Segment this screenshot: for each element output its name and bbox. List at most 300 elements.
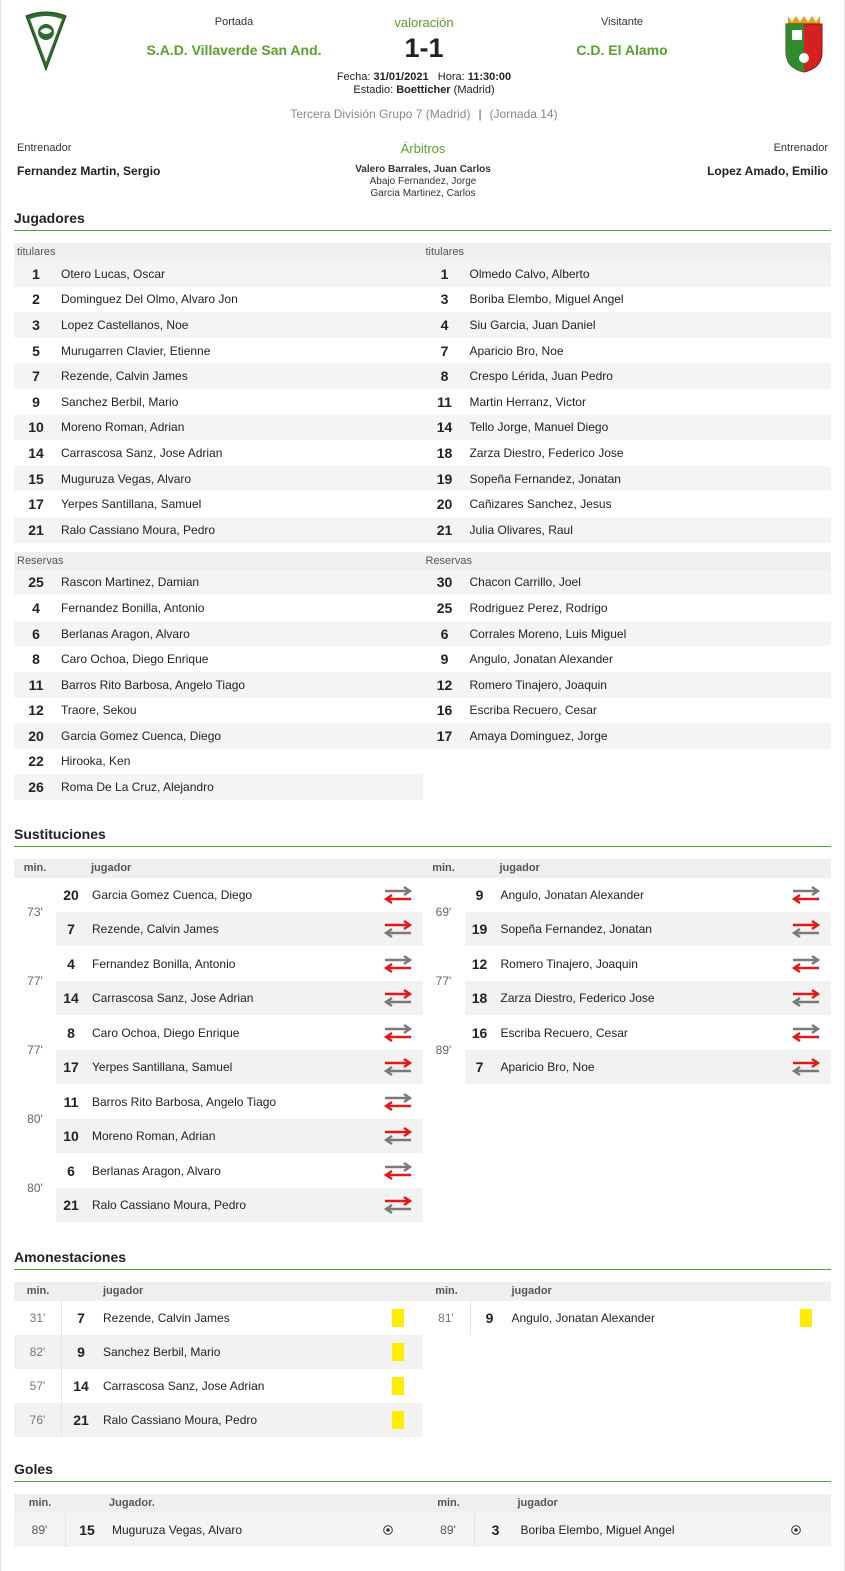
stadium-label: Estadio: <box>353 84 394 96</box>
cards-section-title: Amonestaciones <box>14 1243 831 1270</box>
player-name[interactable]: Murugarren Clavier, Etienne <box>61 343 211 358</box>
yellow-card-icon <box>392 1343 404 1361</box>
player-name[interactable]: Garcia Gomez Cuenca, Diego <box>61 728 222 743</box>
home-team-crest-icon[interactable] <box>24 10 68 72</box>
player-name[interactable]: Sopeña Fernandez, Jonatan <box>469 471 621 486</box>
player-name[interactable]: Hirooka, Ken <box>61 754 131 769</box>
card-row[interactable] <box>423 1301 832 1335</box>
referees-label: Árbitros <box>400 141 446 156</box>
player-row[interactable] <box>14 774 423 800</box>
player-name[interactable]: Carrascosa Sanz, Jose Adrian <box>92 990 254 1005</box>
player-row[interactable] <box>423 517 832 543</box>
player-name[interactable]: Boriba Elembo, Miguel Angel <box>469 292 624 307</box>
player-number: 7 <box>77 1309 85 1326</box>
player-number: 10 <box>28 419 44 436</box>
competition-link[interactable]: Tercera División Grupo 7 (Madrid) <box>290 107 471 121</box>
sub-row-in[interactable] <box>56 878 423 912</box>
sub-row-in[interactable] <box>465 878 832 912</box>
subs-block <box>14 859 831 1223</box>
player-row[interactable] <box>14 621 423 647</box>
sub-row-out[interactable] <box>56 981 423 1015</box>
player-row[interactable] <box>14 491 423 517</box>
player-name[interactable]: Angulo, Jonatan Alexander <box>469 652 613 667</box>
substitution-in-icon <box>383 1092 413 1112</box>
player-name[interactable]: Olmedo Calvo, Alberto <box>469 266 590 281</box>
player-row[interactable] <box>423 415 832 441</box>
player-row[interactable] <box>14 749 423 775</box>
sub-rows <box>56 947 423 1015</box>
substitution-out-icon <box>383 1126 413 1146</box>
player-name[interactable]: Boriba Elembo, Miguel Angel <box>520 1522 675 1537</box>
player-row[interactable] <box>423 723 832 749</box>
card-minute: 81' <box>423 1301 471 1335</box>
home-coach-name[interactable]: Fernandez Martin, Sergio <box>17 164 161 178</box>
player-number: 6 <box>32 625 40 642</box>
substitution-in-icon <box>383 1161 413 1181</box>
match-score: 1-1 <box>404 33 444 63</box>
player-number: 14 <box>436 419 453 436</box>
player-number: 17 <box>436 727 453 744</box>
player-name[interactable]: Yerpes Santillana, Samuel <box>92 1059 233 1074</box>
player-number: 1 <box>32 265 40 282</box>
away-cards <box>423 1282 832 1437</box>
player-number: 2 <box>32 291 40 308</box>
sub-rows <box>465 878 832 946</box>
away-reserves <box>423 552 832 800</box>
player-row[interactable] <box>423 389 832 415</box>
sub-arrows <box>781 918 831 940</box>
player-name[interactable]: Rezende, Calvin James <box>61 369 188 384</box>
player-number: 26 <box>28 779 44 796</box>
sub-row-out[interactable] <box>465 912 832 946</box>
cards-header <box>423 1282 832 1301</box>
sub-arrows <box>373 1091 423 1113</box>
player-name[interactable]: Roma De La Cruz, Alejandro <box>61 780 214 795</box>
player-name[interactable]: Yerpes Santillana, Samuel <box>61 497 202 512</box>
player-row[interactable] <box>423 491 832 517</box>
away-subs <box>423 859 832 1223</box>
card-minute: 82' <box>14 1335 62 1369</box>
sub-rows <box>56 1154 423 1222</box>
away-subs-list <box>423 878 832 1085</box>
player-column-header: jugador <box>511 1284 552 1297</box>
sub-row-in[interactable] <box>465 947 832 981</box>
substitution-out-icon <box>791 919 821 939</box>
sub-minute: 77' <box>14 1016 56 1084</box>
player-number: 14 <box>73 1377 89 1394</box>
player-name[interactable]: Tello Jorge, Manuel Diego <box>469 420 609 435</box>
staff-block <box>14 128 831 204</box>
home-subs-list <box>14 878 423 1223</box>
home-goals <box>14 1494 423 1547</box>
player-row[interactable] <box>14 723 423 749</box>
player-name[interactable]: Sanchez Berbil, Mario <box>103 1344 221 1359</box>
substitution-out-icon <box>383 1195 413 1215</box>
cards-header <box>14 1282 423 1301</box>
sub-row-out[interactable] <box>56 1050 423 1084</box>
home-starters-list <box>14 261 423 543</box>
player-row[interactable] <box>14 698 423 724</box>
player-number: 15 <box>28 470 44 487</box>
referee-main: Valero Barrales, Juan Carlos <box>355 164 491 175</box>
sub-row-in[interactable] <box>56 1085 423 1119</box>
player-name[interactable]: Escriba Recuero, Cesar <box>469 703 597 718</box>
player-name[interactable]: Corrales Moreno, Luis Miguel <box>469 626 627 641</box>
player-row[interactable] <box>423 466 832 492</box>
player-row[interactable] <box>423 363 832 389</box>
goal-row[interactable] <box>423 1513 832 1547</box>
substitution-out-icon <box>383 988 413 1008</box>
substitution-group <box>14 1016 423 1085</box>
player-name[interactable]: Dominguez Del Olmo, Alvaro Jon <box>61 292 238 307</box>
soccer-ball-icon <box>383 1525 393 1535</box>
player-number: 25 <box>28 574 44 591</box>
home-team-name[interactable]: S.A.D. Villaverde San And. <box>146 42 322 58</box>
player-name[interactable]: Martin Herranz, Victor <box>469 394 586 409</box>
substitution-group <box>423 947 832 1016</box>
stadium-name: Boetticher <box>396 84 451 96</box>
player-name[interactable]: Traore, Sekou <box>61 703 137 718</box>
player-number: 8 <box>32 651 40 668</box>
player-name[interactable]: Rodriguez Perez, Rodrigo <box>469 600 608 615</box>
sub-row-in[interactable] <box>56 1016 423 1050</box>
sub-arrows <box>373 1125 423 1147</box>
player-name[interactable]: Ralo Cassiano Moura, Pedro <box>61 522 216 537</box>
player-name[interactable]: Lopez Castellanos, Noe <box>61 317 189 332</box>
subs-header <box>423 859 832 878</box>
sub-row-in[interactable] <box>56 1154 423 1188</box>
player-row[interactable] <box>14 672 423 698</box>
player-name[interactable]: Ralo Cassiano Moura, Pedro <box>103 1412 258 1427</box>
sub-row-out[interactable] <box>465 981 832 1015</box>
player-name[interactable]: Cañizares Sanchez, Jesus <box>469 497 612 512</box>
substitution-group <box>14 1085 423 1154</box>
min-column-header: min. <box>23 861 47 874</box>
player-name[interactable]: Crespo Lérida, Juan Pedro <box>469 369 613 384</box>
card-row[interactable] <box>14 1301 423 1335</box>
player-number: 19 <box>471 920 488 937</box>
player-name[interactable]: Barros Rito Barbosa, Angelo Tiago <box>92 1094 277 1109</box>
reserves-label: Reservas <box>423 552 832 570</box>
referee-assistant: Abajo Fernandez, Jorge <box>369 176 477 187</box>
sub-rows <box>465 947 832 1015</box>
player-number: 25 <box>436 599 453 616</box>
player-name[interactable]: Rezende, Calvin James <box>92 921 219 936</box>
sub-arrows <box>781 953 831 975</box>
player-name[interactable]: Caro Ochoa, Diego Enrique <box>61 652 209 667</box>
substitution-group <box>423 878 832 947</box>
sub-arrows <box>373 1022 423 1044</box>
player-number: 9 <box>440 651 449 668</box>
player-name[interactable]: Julia Olivares, Raul <box>469 522 573 537</box>
card-row[interactable] <box>14 1335 423 1369</box>
player-number: 3 <box>440 291 449 308</box>
player-number: 11 <box>63 1093 79 1110</box>
player-row[interactable] <box>423 698 832 724</box>
player-name[interactable]: Fernandez Bonilla, Antonio <box>92 956 236 971</box>
min-column-header: min. <box>26 1284 50 1297</box>
away-coach-name[interactable]: Lopez Amado, Emilio <box>707 164 828 178</box>
goal-minute: 89' <box>423 1513 475 1547</box>
min-column-header: min. <box>432 861 455 874</box>
substitution-in-icon <box>791 1023 821 1043</box>
player-number: 19 <box>436 470 453 487</box>
player-number: 9 <box>77 1343 85 1360</box>
player-name[interactable]: Siu Garcia, Juan Daniel <box>469 317 596 332</box>
sub-minute: 80' <box>14 1085 56 1153</box>
date-label: Fecha: <box>336 71 371 83</box>
substitution-group <box>423 1016 832 1085</box>
home-cards-list <box>14 1301 423 1437</box>
player-row[interactable] <box>14 517 423 543</box>
player-name[interactable]: Zarza Diestro, Federico Jose <box>469 445 624 460</box>
player-number: 14 <box>28 444 44 461</box>
player-name[interactable]: Escriba Recuero, Cesar <box>500 1025 628 1040</box>
time-label: Hora: <box>437 71 465 83</box>
player-number: 21 <box>63 1196 79 1213</box>
player-number: 12 <box>471 955 488 972</box>
player-row[interactable] <box>14 287 423 313</box>
rating-link[interactable]: valoración <box>394 15 454 30</box>
player-name[interactable]: Muguruza Vegas, Alvaro <box>61 471 192 486</box>
player-row[interactable] <box>14 312 423 338</box>
player-number: 22 <box>28 753 44 770</box>
player-row[interactable] <box>14 363 423 389</box>
player-row[interactable] <box>423 312 832 338</box>
player-number: 12 <box>436 676 453 693</box>
substitution-out-icon <box>383 1057 413 1077</box>
player-name[interactable]: Aparicio Bro, Noe <box>500 1059 595 1074</box>
sub-arrows <box>373 1056 423 1078</box>
home-reserves-list <box>14 570 423 800</box>
round-link[interactable]: (Jornada 14) <box>489 107 558 121</box>
player-name[interactable]: Otero Lucas, Oscar <box>61 266 166 281</box>
player-number: 30 <box>436 574 453 591</box>
card-minute: 76' <box>14 1403 62 1437</box>
player-number: 20 <box>436 496 453 513</box>
substitution-group <box>14 1154 423 1223</box>
player-row[interactable] <box>14 646 423 672</box>
sub-arrows <box>373 953 423 975</box>
goals-header <box>14 1494 423 1513</box>
player-number: 21 <box>73 1411 89 1428</box>
player-name[interactable]: Barros Rito Barbosa, Angelo Tiago <box>61 677 246 692</box>
subs-header <box>14 859 423 878</box>
away-label: Visitante <box>601 16 643 28</box>
player-name[interactable]: Aparicio Bro, Noe <box>469 343 564 358</box>
goals-section-title: Goles <box>14 1455 831 1482</box>
player-number: 9 <box>485 1309 494 1326</box>
player-name[interactable]: Rezende, Calvin James <box>103 1310 230 1325</box>
player-row[interactable] <box>423 287 832 313</box>
substitution-out-icon <box>791 988 821 1008</box>
player-number: 17 <box>63 1058 79 1075</box>
sub-arrows <box>373 884 423 906</box>
home-cards <box>14 1282 423 1437</box>
separator: | <box>478 107 482 121</box>
substitution-in-icon <box>383 954 413 974</box>
player-name[interactable]: Romero Tinajero, Joaquin <box>500 956 638 971</box>
player-number: 7 <box>440 342 449 359</box>
player-number: 7 <box>32 368 40 385</box>
substitution-in-icon <box>383 1023 413 1043</box>
player-name[interactable]: Rascon Martinez, Damian <box>61 575 200 590</box>
player-name[interactable]: Amaya Dominguez, Jorge <box>469 728 608 743</box>
match-date-time <box>234 71 614 83</box>
sub-row-in[interactable] <box>56 947 423 981</box>
player-row[interactable] <box>14 570 423 596</box>
player-column-header: Jugador. <box>109 1496 155 1509</box>
player-name[interactable]: Romero Tinajero, Joaquin <box>469 677 607 692</box>
home-label: Portada <box>214 16 254 28</box>
away-team-crest-icon[interactable] <box>782 12 826 74</box>
player-name[interactable]: Muguruza Vegas, Alvaro <box>112 1522 243 1537</box>
player-number: 20 <box>28 727 44 744</box>
player-row[interactable] <box>14 595 423 621</box>
player-number: 18 <box>471 989 488 1006</box>
goals-header <box>423 1494 832 1513</box>
player-row[interactable] <box>423 595 832 621</box>
player-name[interactable]: Berlanas Aragon, Alvaro <box>61 626 190 641</box>
sub-minute: 69' <box>423 878 465 946</box>
player-name[interactable]: Carrascosa Sanz, Jose Adrian <box>103 1378 265 1393</box>
sub-arrows <box>781 884 831 906</box>
reserves-block <box>14 552 831 800</box>
player-number: 3 <box>491 1521 500 1538</box>
away-team-name[interactable]: C.D. El Alamo <box>576 42 668 58</box>
player-number: 7 <box>475 1058 484 1075</box>
substitution-in-icon <box>791 954 821 974</box>
player-name[interactable]: Fernandez Bonilla, Antonio <box>61 600 205 615</box>
min-column-header: min. <box>437 1496 460 1509</box>
player-name[interactable]: Zarza Diestro, Federico Jose <box>500 990 655 1005</box>
player-row[interactable] <box>423 261 832 287</box>
starters-label: titulares <box>14 243 423 261</box>
sub-row-out[interactable] <box>465 1050 832 1084</box>
player-row[interactable] <box>14 466 423 492</box>
player-name[interactable]: Ralo Cassiano Moura, Pedro <box>92 1197 247 1212</box>
player-name[interactable]: Moreno Roman, Adrian <box>61 420 185 435</box>
starters-block <box>14 243 831 543</box>
substitution-out-icon <box>791 1057 821 1077</box>
sub-row-out[interactable] <box>56 1188 423 1222</box>
player-row[interactable] <box>423 672 832 698</box>
player-row[interactable] <box>14 261 423 287</box>
player-number: 16 <box>471 1024 488 1041</box>
player-name[interactable]: Sopeña Fernandez, Jonatan <box>500 921 652 936</box>
cards-block <box>14 1282 831 1437</box>
player-name[interactable]: Garcia Gomez Cuenca, Diego <box>92 887 253 902</box>
competition-info <box>214 107 634 121</box>
player-number: 6 <box>67 1162 75 1179</box>
referees-list <box>323 164 523 200</box>
player-number: 18 <box>436 444 453 461</box>
referee-assistant: Garcia Martinez, Carlos <box>370 188 476 199</box>
player-name[interactable]: Carrascosa Sanz, Jose Adrian <box>61 445 223 460</box>
home-coach-label: Entrenador <box>17 142 72 154</box>
player-number: 14 <box>63 989 79 1006</box>
sub-row-out[interactable] <box>56 1119 423 1153</box>
player-row[interactable] <box>423 570 832 596</box>
sub-arrows <box>373 918 423 940</box>
away-goals-list <box>423 1513 832 1547</box>
player-row[interactable] <box>423 621 832 647</box>
goal-minute: 89' <box>14 1513 66 1547</box>
starters-label: titulares <box>423 243 832 261</box>
goals-block <box>14 1494 831 1547</box>
min-column-header: min. <box>28 1496 52 1509</box>
substitution-group <box>14 878 423 947</box>
player-number: 8 <box>440 368 449 385</box>
player-name[interactable]: Sanchez Berbil, Mario <box>61 394 179 409</box>
player-number: 12 <box>28 702 44 719</box>
player-row[interactable] <box>14 440 423 466</box>
soccer-ball-icon <box>791 1525 801 1535</box>
sub-minute: 73' <box>14 878 56 946</box>
sub-arrows <box>373 1194 423 1216</box>
sub-row-in[interactable] <box>465 1016 832 1050</box>
card-row[interactable] <box>14 1369 423 1403</box>
players-section-title: Jugadores <box>14 204 831 231</box>
player-name[interactable]: Moreno Roman, Adrian <box>92 1128 216 1143</box>
subs-section-title: Sustituciones <box>14 820 831 847</box>
yellow-card-icon <box>392 1411 404 1429</box>
substitution-in-icon <box>383 885 413 905</box>
player-name[interactable]: Caro Ochoa, Diego Enrique <box>92 1025 240 1040</box>
player-name[interactable]: Chacon Carrillo, Joel <box>469 575 581 590</box>
substitution-group <box>14 947 423 1016</box>
player-number: 5 <box>32 342 40 359</box>
goal-row[interactable] <box>14 1513 423 1547</box>
away-goals <box>423 1494 832 1547</box>
player-row[interactable] <box>423 338 832 364</box>
player-number: 1 <box>440 265 449 282</box>
card-minute: 57' <box>14 1369 62 1403</box>
stadium-city: (Madrid) <box>453 84 495 96</box>
player-number: 21 <box>28 521 44 538</box>
sub-minute: 77' <box>423 947 465 1015</box>
min-column-header: min. <box>435 1284 458 1297</box>
player-column-header: jugador <box>499 861 540 874</box>
player-number: 21 <box>436 521 453 538</box>
player-row[interactable] <box>14 389 423 415</box>
sub-minute: 80' <box>14 1154 56 1222</box>
match-header <box>14 0 831 128</box>
sub-arrows <box>781 987 831 1009</box>
player-number: 4 <box>67 955 75 972</box>
player-column-header: jugador <box>103 1284 144 1297</box>
player-row[interactable] <box>14 338 423 364</box>
player-number: 11 <box>437 393 452 410</box>
home-goals-list <box>14 1513 423 1547</box>
player-number: 11 <box>28 676 44 693</box>
sub-minute: 77' <box>14 947 56 1015</box>
player-name[interactable]: Angulo, Jonatan Alexander <box>511 1310 655 1325</box>
sub-row-out[interactable] <box>56 912 423 946</box>
player-number: 3 <box>32 316 40 333</box>
substitution-out-icon <box>383 919 413 939</box>
player-number: 8 <box>67 1024 75 1041</box>
card-row[interactable] <box>14 1403 423 1437</box>
player-name[interactable]: Berlanas Aragon, Alvaro <box>92 1163 221 1178</box>
player-row[interactable] <box>14 415 423 441</box>
player-name[interactable]: Angulo, Jonatan Alexander <box>500 887 644 902</box>
away-cards-list <box>423 1301 832 1335</box>
sub-arrows <box>781 1056 831 1078</box>
player-row[interactable] <box>423 440 832 466</box>
card-minute: 31' <box>14 1301 62 1335</box>
player-row[interactable] <box>423 646 832 672</box>
